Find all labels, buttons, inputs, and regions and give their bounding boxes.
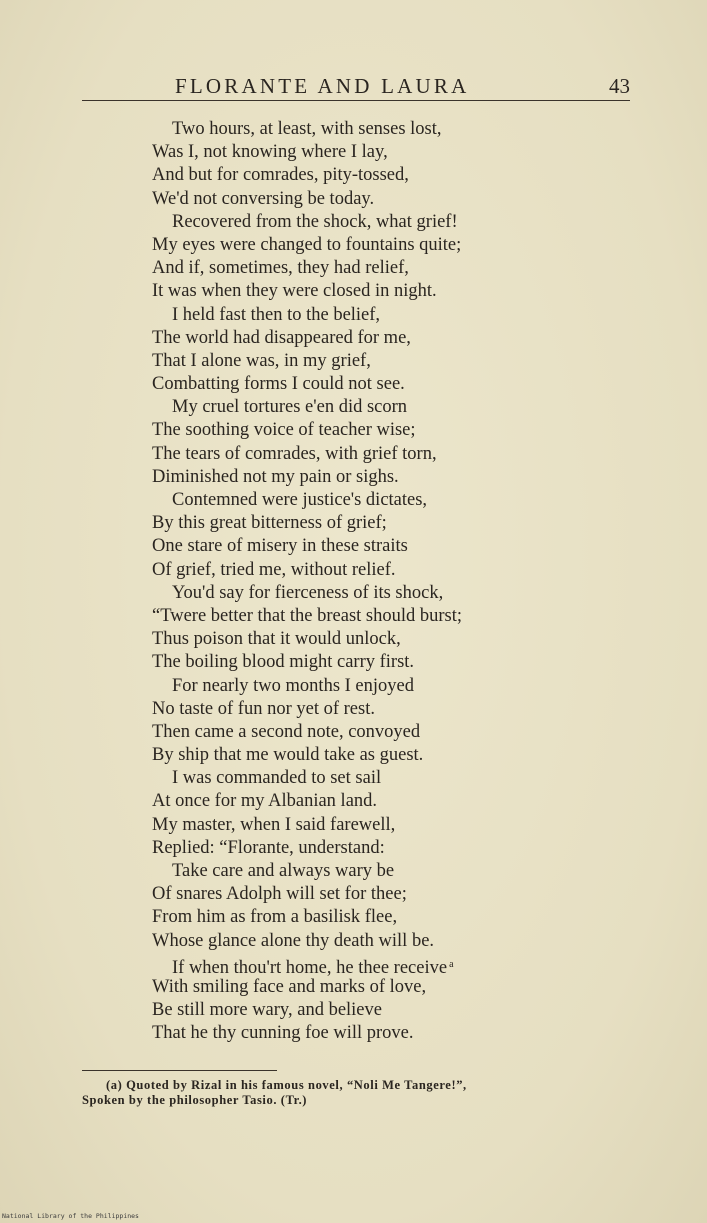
footnote-line: (a) Quoted by Rizal in his famous novel, “Noli Me Tangere!”, xyxy=(106,1078,467,1092)
poem xyxy=(0,118,707,1046)
poem-line: My cruel tortures e'en did scorn xyxy=(172,397,408,418)
poem-line: I was commanded to set sail xyxy=(172,768,382,789)
poem-line: And if, sometimes, they had relief, xyxy=(152,258,409,279)
poem-line: “Twere better that the breast should burst; xyxy=(152,605,463,626)
poem-line: Thus poison that it would unlock, xyxy=(152,629,401,650)
poem-line: My master, when I said farewell, xyxy=(152,814,396,835)
stanza xyxy=(0,953,707,1046)
poem-line: It was when they were closed in night. xyxy=(152,281,437,302)
footnote-line: Spoken by the philosopher Tasio. (Tr.) xyxy=(82,1093,308,1107)
poem-line: My eyes were changed to fountains quite; xyxy=(152,234,462,255)
page-number: 43 xyxy=(609,74,630,98)
poem-line: No taste of fun nor yet of rest. xyxy=(152,698,375,719)
poem-line: By this great bitterness of grief; xyxy=(152,513,387,534)
poem-line: Was I, not knowing where I lay, xyxy=(152,142,388,163)
poem-line: From him as from a basilisk flee, xyxy=(152,907,398,928)
poem-line: Diminished not my pain or sighs. xyxy=(152,466,399,487)
stanza xyxy=(0,860,707,953)
header-rule xyxy=(82,100,630,101)
stanza xyxy=(0,304,707,397)
poem-line: That he thy cunning foe will prove. xyxy=(152,1023,414,1044)
poem-line: One stare of misery in these straits xyxy=(152,536,408,557)
poem-line: We'd not conversing be today. xyxy=(152,188,375,209)
poem-line: By ship that me would take as guest. xyxy=(152,745,424,766)
poem-line-text: If when thou'rt home, he thee receive xyxy=(172,957,448,978)
poem-line: Two hours, at least, with senses lost, xyxy=(172,119,442,139)
poem-line: Replied: “Florante, understand: xyxy=(152,837,385,858)
footnote xyxy=(82,1078,642,1108)
poem-line: The tears of comrades, with grief torn, xyxy=(152,443,437,464)
poem-line xyxy=(0,953,707,976)
stanza xyxy=(0,396,707,489)
footnote-rule xyxy=(82,1070,277,1071)
stanza xyxy=(0,211,707,304)
stanza xyxy=(0,767,707,860)
poem-line: Be still more wary, and believe xyxy=(152,1000,382,1021)
poem-line: Combatting forms I could not see. xyxy=(152,374,405,395)
poem-line: Of grief, tried me, without relief. xyxy=(152,559,396,580)
stanza xyxy=(0,675,707,768)
poem-line: Then came a second note, convoyed xyxy=(152,721,421,742)
poem-line: You'd say for fierceness of its shock, xyxy=(172,582,444,603)
footnote-marker: a xyxy=(449,958,454,970)
page-header xyxy=(82,70,630,100)
poem-line: For nearly two months I enjoyed xyxy=(172,675,414,696)
poem-line: And but for comrades, pity-tossed, xyxy=(152,165,409,186)
running-title: FLORANTE AND LAURA xyxy=(175,74,470,98)
stanza xyxy=(0,582,707,675)
poem-line: The soothing voice of teacher wise; xyxy=(152,420,416,441)
poem-line: Take care and always wary be xyxy=(172,861,395,881)
poem-line: With smiling face and marks of love, xyxy=(152,976,427,997)
library-watermark: National Library of the Philippines xyxy=(2,1212,139,1220)
stanza xyxy=(0,118,707,211)
poem-line: That I alone was, in my grief, xyxy=(152,350,371,371)
poem-line: The boiling blood might carry first. xyxy=(152,652,415,673)
poem-line: Recovered from the shock, what grief! xyxy=(172,211,458,232)
poem-line: Whose glance alone thy death will be. xyxy=(152,930,435,951)
poem-line: The world had disappeared for me, xyxy=(152,327,411,348)
poem-line: I held fast then to the belief, xyxy=(172,304,381,325)
poem-line: At once for my Albanian land. xyxy=(152,791,378,812)
poem-line: Of snares Adolph will set for thee; xyxy=(152,884,407,905)
stanza xyxy=(0,489,707,582)
poem-line: Contemned were justice's dictates, xyxy=(172,490,428,510)
